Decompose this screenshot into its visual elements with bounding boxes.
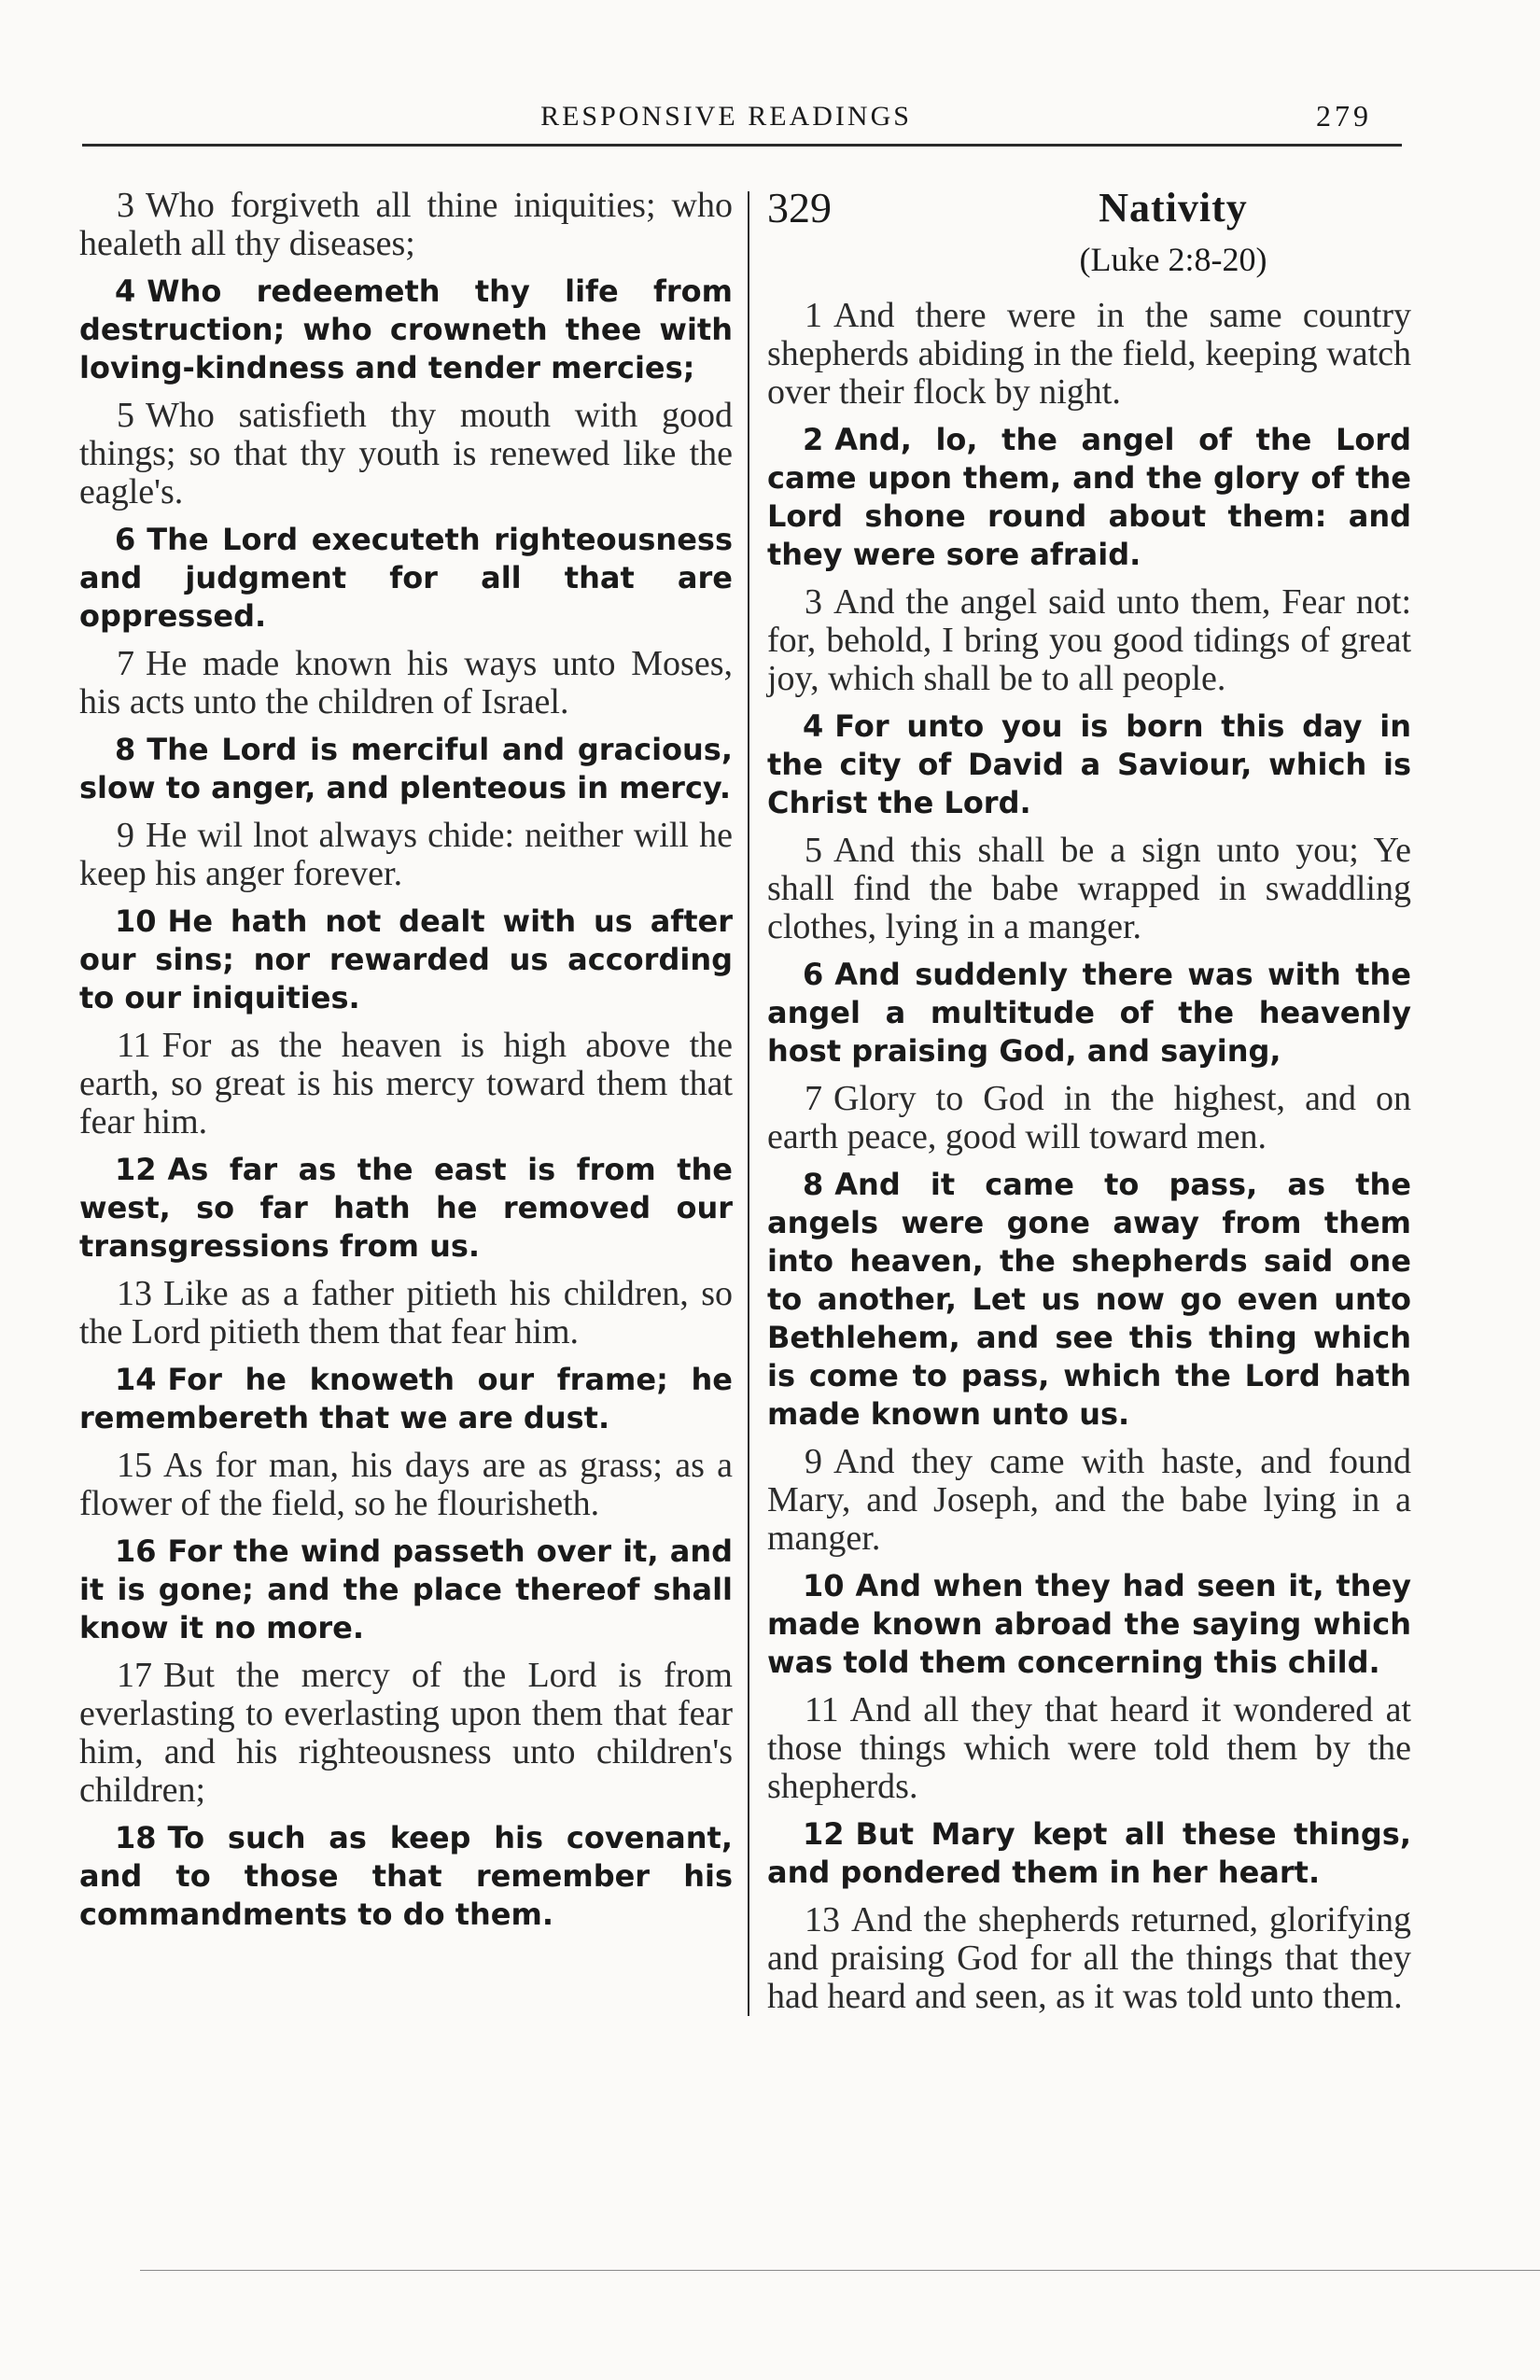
verse-text: And it came to pass, as the angels were gone away from them into heaven, the shepherds said one to another, Let us now go even unto Bethlehem, and see this thing which is come to pass, which the Lord hath made known unto us.	[767, 1167, 1411, 1432]
verse-number: 15	[117, 1446, 152, 1485]
footer-rule	[140, 2270, 1540, 2271]
left-column	[79, 187, 733, 1943]
verse-number: 7	[117, 644, 134, 683]
scripture-reference: (Luke 2:8-20)	[1079, 241, 1267, 278]
verse-text: And there were in the same country shepherds abiding in the field, keeping watch over their flock by night.	[767, 296, 1411, 412]
verse-text: But the mercy of the Lord is from everlasting to everlasting upon them that fear him, and his righteousness unto children's children;	[79, 1656, 733, 1810]
verse-text: And when they had seen it, they made known abroad the saying which was told them concerning this child.	[767, 1568, 1411, 1680]
verse-number: 12	[115, 1152, 157, 1187]
verse-text: For as the heaven is high above the earth, so great is his mercy toward them that fear him.	[79, 1026, 733, 1141]
verse	[767, 707, 1411, 822]
verse-text: He wil lnot always chide: neither will he keep his anger forever.	[79, 816, 733, 893]
verse-text: As for man, his days are as grass; as a flower of the field, so he flourisheth.	[79, 1446, 733, 1523]
verse-text: But Mary kept all these things, and pondered them in her heart.	[767, 1816, 1411, 1890]
page-number: 279	[1316, 99, 1372, 133]
verse	[79, 1819, 733, 1934]
verse	[79, 521, 733, 636]
verse-number: 17	[117, 1656, 152, 1695]
verse-number: 5	[117, 396, 134, 435]
verse-text: Who satisfieth thy mouth with good things; so that thy youth is renewed like the eagle's.	[79, 396, 733, 511]
verse-number: 13	[117, 1274, 152, 1313]
verse	[79, 1275, 733, 1351]
verse	[79, 1151, 733, 1266]
verse-number: 13	[805, 1900, 840, 1939]
verse-number: 10	[115, 903, 157, 939]
verse	[767, 1815, 1411, 1892]
verse	[767, 1691, 1411, 1806]
verse-text: To such as keep his covenant, and to those that remember his commandments to do them.	[79, 1820, 733, 1932]
verse-number: 10	[803, 1568, 845, 1603]
verse-number: 3	[805, 582, 822, 622]
verse-number: 9	[117, 816, 134, 855]
verse	[767, 583, 1411, 698]
verse-text: Who redeemeth thy life from destruction; who crowneth thee with loving-kindness and tender mercies;	[79, 273, 733, 385]
verse-text: The Lord executeth righteousness and judgment for all that are oppressed.	[79, 522, 733, 634]
verse-text: For the wind passeth over it, and it is gone; and the place thereof shall know it no more.	[79, 1533, 733, 1645]
verse-text: And all they that heard it wondered at those things which were told them by the shepherds.	[767, 1690, 1411, 1806]
verse-number: 12	[803, 1816, 845, 1852]
verse-text: And this shall be a sign unto you; Ye shall find the babe wrapped in swaddling clothes, lying in a manger.	[767, 831, 1411, 946]
verse-number: 11	[805, 1690, 839, 1729]
verse	[767, 421, 1411, 574]
verse	[79, 187, 733, 263]
verse	[79, 817, 733, 893]
verse-number: 1	[805, 296, 822, 335]
verse-number: 4	[803, 708, 824, 744]
verse-number: 2	[803, 422, 824, 457]
verse	[79, 1361, 733, 1437]
verse-text: He hath not dealt with us after our sins; nor rewarded us according to our iniquities.	[79, 903, 733, 1015]
reading-header	[767, 184, 1411, 289]
verse-number: 7	[805, 1079, 822, 1118]
verse	[79, 273, 733, 387]
verse-text: And they came with haste, and found Mary, and Joseph, and the babe lying in a manger.	[767, 1442, 1411, 1558]
reading-number: 329	[767, 184, 832, 231]
verse	[767, 1901, 1411, 2016]
verse	[79, 397, 733, 511]
verse-number: 16	[115, 1533, 157, 1569]
verse-number: 11	[117, 1026, 151, 1065]
verse-text: For unto you is born this day in the city of David a Saviour, which is Christ the Lord.	[767, 708, 1411, 820]
verse-number: 5	[805, 831, 822, 870]
verse	[767, 1166, 1411, 1434]
verse	[79, 1533, 733, 1647]
verse	[767, 956, 1411, 1071]
verse-number: 3	[117, 186, 134, 225]
running-head: RESPONSIVE READINGS	[540, 101, 912, 132]
verse-number: 6	[803, 957, 824, 992]
verse	[767, 1567, 1411, 1682]
verse	[79, 1027, 733, 1141]
verse-text: As far as the east is from the west, so far hath he removed our transgressions from us.	[79, 1152, 733, 1264]
reading-title: Nativity	[1099, 185, 1248, 231]
verse-number: 4	[115, 273, 136, 309]
verse	[79, 1657, 733, 1810]
verse	[79, 1447, 733, 1523]
verse-number: 6	[115, 522, 136, 557]
verse-text: And the shepherds returned, glorifying and praising God for all the things that they had heard and seen, as it was told unto them.	[767, 1900, 1411, 2016]
right-column	[767, 184, 1411, 2025]
verse-number: 9	[805, 1442, 822, 1481]
verse-text: Like as a father pitieth his children, so the Lord pitieth them that fear him.	[79, 1274, 733, 1351]
verse	[767, 1080, 1411, 1156]
verse-text: He made known his ways unto Moses, his acts unto the children of Israel.	[79, 644, 733, 721]
verse-number: 14	[115, 1362, 157, 1397]
verse-text: The Lord is merciful and gracious, slow to anger, and plenteous in mercy.	[79, 732, 733, 805]
verse-text: For he knoweth our frame; he remembereth that we are dust.	[79, 1362, 733, 1435]
verse-text: And the angel said unto them, Fear not: for, behold, I bring you good tidings of great joy, which shall be to all people.	[767, 582, 1411, 698]
verse	[79, 731, 733, 807]
verse	[767, 297, 1411, 412]
verse-number: 8	[803, 1167, 824, 1202]
verse	[79, 645, 733, 721]
verse-text: And, lo, the angel of the Lord came upon them, and the glory of the Lord shone round about them: and they were sore afraid.	[767, 422, 1411, 572]
verse-text: Glory to God in the highest, and on earth peace, good will toward men.	[767, 1079, 1411, 1156]
verse-number: 18	[115, 1820, 157, 1855]
verse-text: Who forgiveth all thine iniquities; who healeth all thy diseases;	[79, 186, 733, 263]
verse-text: And suddenly there was with the angel a multitude of the heavenly host praising God, and saying,	[767, 957, 1411, 1069]
column-divider	[748, 191, 749, 2016]
verse	[767, 832, 1411, 946]
verse-number: 8	[115, 732, 136, 767]
header-rule	[82, 144, 1402, 147]
verse	[767, 1443, 1411, 1558]
verse	[79, 903, 733, 1017]
